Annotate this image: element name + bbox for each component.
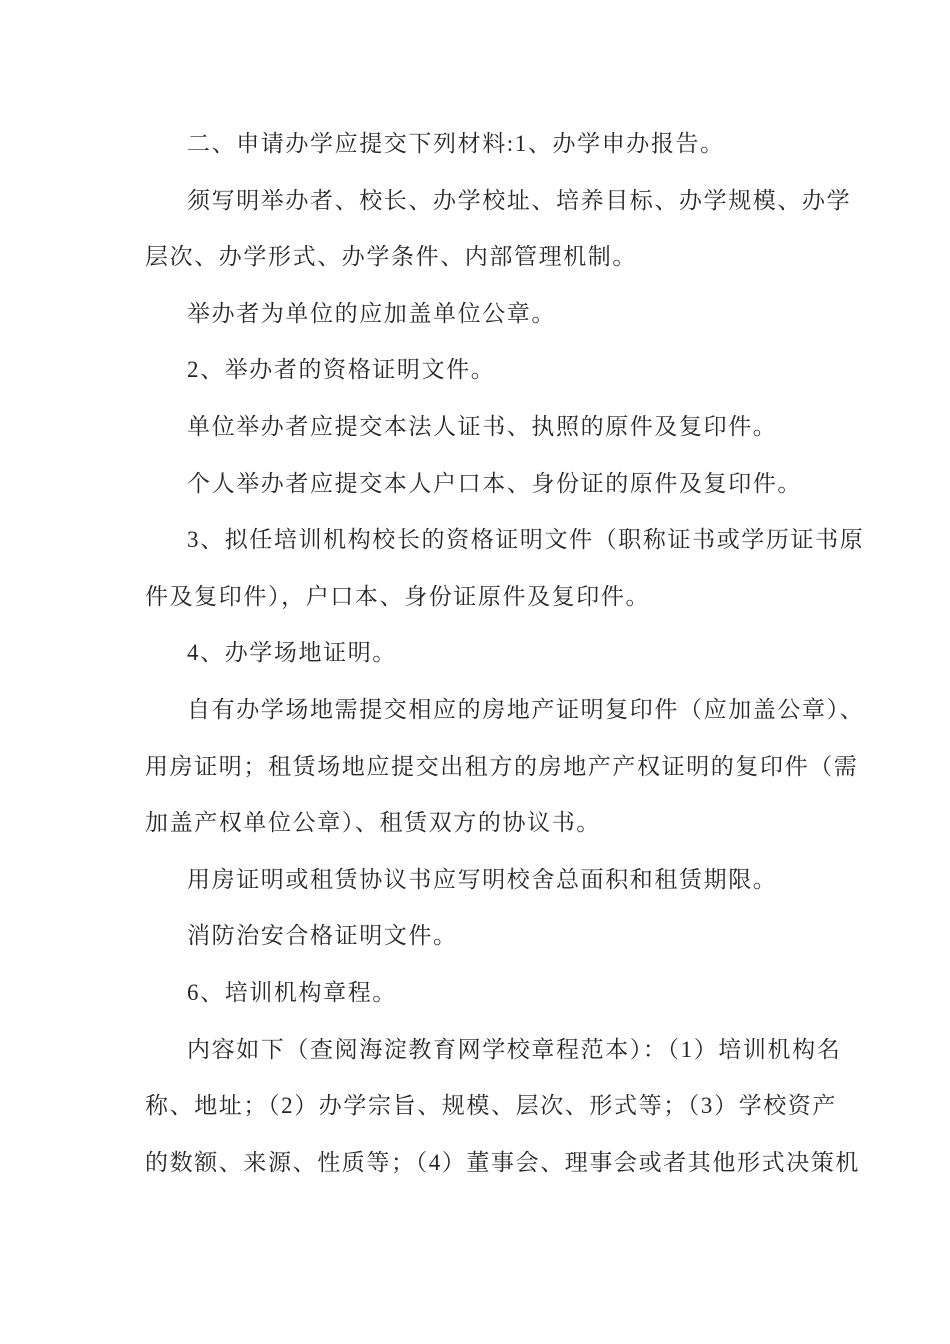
text-line: 件及复印件），户口本、身份证原件及复印件。 — [145, 583, 651, 609]
text-line: 4、办学场地证明。 — [187, 640, 397, 666]
text-line: 用房证明；租赁场地应提交出租方的房地产产权证明的复印件（需 — [145, 753, 859, 779]
text-line: 内容如下（查阅海淀教育网学校章程范本）：（1）培训机构名 — [187, 1036, 842, 1062]
text-line: 2、举办者的资格证明文件。 — [187, 357, 496, 383]
text-line: 的数额、来源、性质等；（4）董事会、理事会或者其他形式决策机 — [145, 1149, 860, 1175]
text-line: 须写明举办者、校长、办学校址、培养目标、办学规模、办学 — [187, 187, 852, 213]
text-line: 层次、办学形式、办学条件、内部管理机制。 — [145, 244, 637, 270]
text-line: 用房证明或租赁协议书应写明校舍总面积和租赁期限。 — [187, 866, 778, 892]
text-line: 6、培训机构章程。 — [187, 979, 397, 1005]
text-line: 个人举办者应提交本人户口本、身份证的原件及复印件。 — [187, 470, 802, 496]
text-line: 二、申请办学应提交下列材料:1、办学申办报告。 — [187, 131, 725, 156]
text-line: 消防治安合格证明文件。 — [187, 923, 458, 949]
text-line: 加盖产权单位公章）、租赁双方的协议书。 — [145, 810, 601, 836]
text-line: 称、地址；（2）办学宗旨、规模、层次、形式等；（3）学校资产 — [145, 1093, 837, 1119]
text-line: 自有办学场地需提交相应的房地产证明复印件（应加盖公章）、 — [187, 696, 865, 722]
text-line: 3、拟任培训机构校长的资格证明文件（职称证书或学历证书原 — [187, 527, 865, 553]
text-line: 举办者为单位的应加盖单位公章。 — [187, 300, 556, 326]
text-line: 单位举办者应提交本法人证书、执照的原件及复印件。 — [187, 413, 778, 439]
